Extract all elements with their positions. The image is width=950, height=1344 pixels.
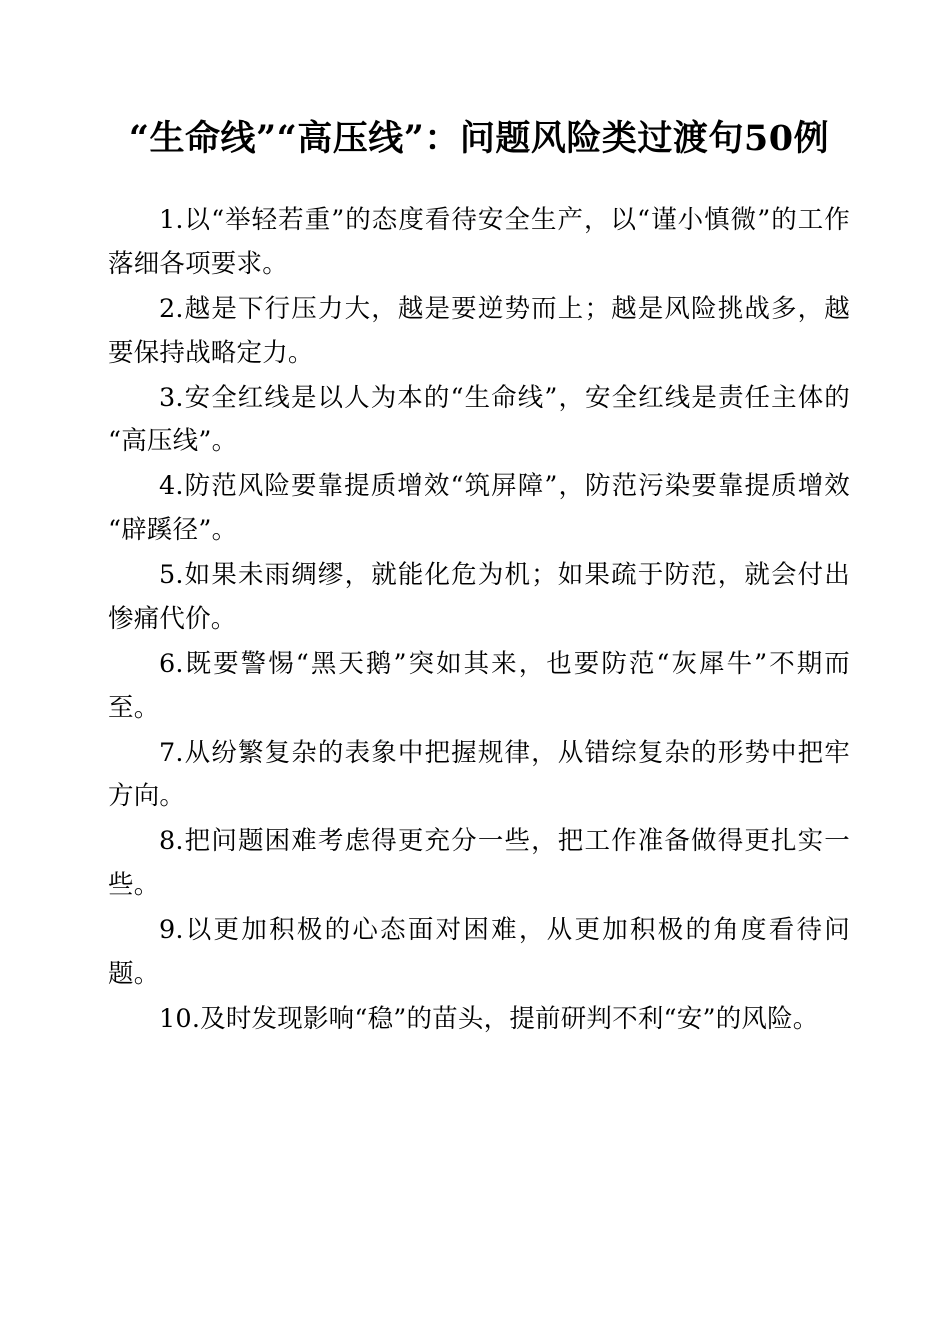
paragraph-1: 1.以“举轻若重”的态度看待安全生产，以“谨小慎微”的工作落细各项要求。 xyxy=(108,205,850,280)
paragraph-4: 4.防范风险要靠提质增效“筑屏障”，防范污染要靠提质增效“辟蹊径”。 xyxy=(108,471,850,546)
page-title: “生命线”“高压线”：问题风险类过渡句50例 xyxy=(128,118,830,159)
paragraph-2: 2.越是下行压力大，越是要逆势而上；越是风险挑战多，越要保持战略定力。 xyxy=(108,293,850,368)
paragraph-5: 5.如果未雨绸缪，就能化危为机；如果疏于防范，就会付出惨痛代价。 xyxy=(108,560,850,634)
paragraph-9: 9.以更加积极的心态面对困难，从更加积极的角度看待问题。 xyxy=(108,914,850,989)
paragraph-10: 10.及时发现影响“稳”的苗头，提前研判不利“安”的风险。 xyxy=(159,1003,819,1034)
document-body xyxy=(108,112,850,1043)
paragraph-3: 3.安全红线是以人为本的“生命线”，安全红线是责任主体的“高压线”。 xyxy=(108,382,850,457)
paragraph-6: 6.既要警惕“黑天鹅”突如其来，也要防范“灰犀牛”不期而至。 xyxy=(108,648,850,723)
paragraph-8: 8.把问题困难考虑得更充分一些，把工作准备做得更扎实一些。 xyxy=(108,826,850,901)
paragraph-7: 7.从纷繁复杂的表象中把握规律，从错综复杂的形势中把牢方向。 xyxy=(108,737,850,812)
